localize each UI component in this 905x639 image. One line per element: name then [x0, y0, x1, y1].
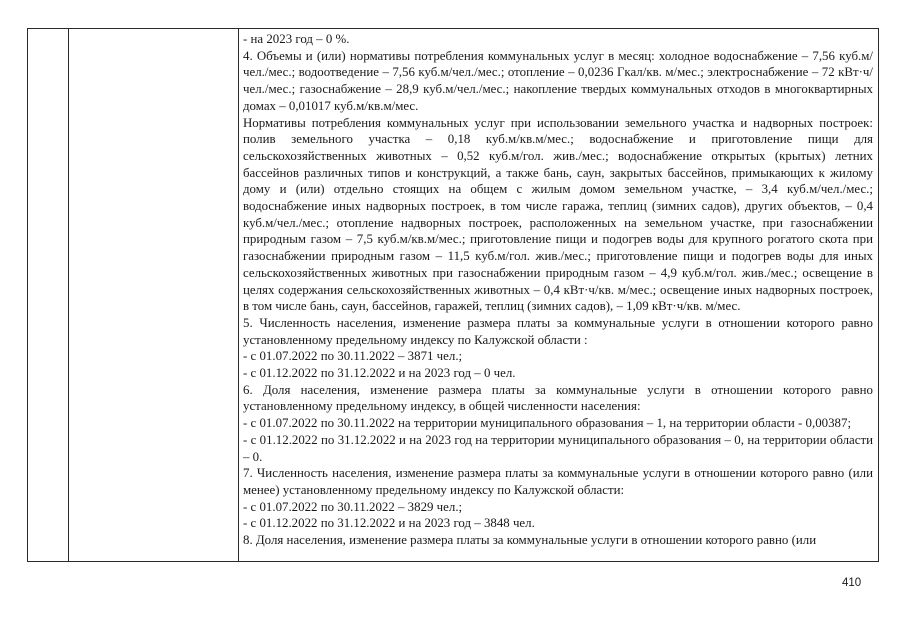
paragraph-consumption-norms: 4. Объемы и (или) нормативы потребления коммунальных услуг в месяц: холодное водоснабжение – 7,56 куб.м/чел./мес.; водоотведение – 7,56 куб.м/чел./мес.; отопление – 0,0236 Гкал/кв. м/мес.; электроснабжение – 72 кВт·ч/чел./мес.; газоснабжение – 28,9 куб.м/чел./мес.; накопление твердых коммунальных отходов в многоквартирных домах – 0,01017 куб.м/кв.м/мес. [243, 48, 873, 113]
paragraph-share-equal-or-less: 8. Доля населения, изменение размера платы за коммунальные услуги в отношении которого равно (или [243, 533, 817, 548]
column-divider-2 [238, 29, 239, 561]
column-divider-1 [68, 29, 69, 561]
paragraph-population-equal-or-less: 7. Численность населения, изменение размера платы за коммунальные услуги в отношении которого равно (или менее) установленному предельному индексу по Калужской области: [243, 466, 873, 497]
paragraph-period-2-count: - с 01.12.2022 по 31.12.2022 и на 2023 год – 0 чел. [243, 366, 516, 381]
paragraph-share-period-1: - с 01.07.2022 по 30.11.2022 на территории муниципального образования – 1, на территории области - 0,00387; [243, 416, 852, 431]
paragraph-share-period-2: - с 01.12.2022 по 31.12.2022 и на 2023 год на территории муниципального образования – 0, на территории области – 0. [243, 432, 873, 464]
paragraph-land-plot-norms: Нормативы потребления коммунальных услуг при использовании земельного участка и надворных построек: полив земельного участка – 0,18 куб.м/кв.м/мес.; водоснабжение и приготовление пищи для сельскохозяйственных животных – 0,52 куб.м/гол. жив./мес.; водоснабжение открытых (крытых) летних бассейнов различных типов и конструкций, а также бань, саун, закрытых бассейнов, примыкающих к жилому дому и (или) отдельно стоящих на общем с жилым домом земельном участке, – 3,4 куб.м/чел./мес.; водоснабжение иных надворных построек, в том числе гаража, теплиц (зимних садов), других объектов, – 0,4 куб.м/чел./мес.; отопление надворных построек, расположенных на земельном участке, при газоснабжении природным газом – 7,5 куб.м/кв.м/мес.; приготовление пищи и подогрев воды для крупного рогатого скота при газоснабжении природным газом – 11,5 куб.м/гол. жив./мес.; приготовление пищи и подогрев воды для иных сельскохозяйственных животных при газоснабжении природным газом – 4,9 куб.м/гол. жив./мес.; освещение в целях содержания сельскохозяйственных животных – 0,4 кВт·ч/кв. м/мес.; освещение иных надворных построек, в том числе бань, саун, бассейнов, гаражей, теплиц (зимних садов), – 1,09 кВт·ч/кв. м/мес. [243, 115, 873, 314]
paragraph-population-share: 6. Доля населения, изменение размера платы за коммунальные услуги в отношении которого равно установленному предельному индексу, в общей численности населения: [243, 382, 873, 414]
paragraph-period-2-count-2: - с 01.12.2022 по 31.12.2022 и на 2023 год – 3848 чел. [243, 516, 535, 531]
paragraph-period-1-count: - с 01.07.2022 по 30.11.2022 – 3871 чел.; [243, 349, 463, 364]
table-text-cell [243, 31, 873, 561]
paragraph-population-equal-index: 5. Численность населения, изменение размера платы за коммунальные услуги в отношении которого равно установленному предельному индексу по Калужской области : [243, 315, 873, 347]
paragraph-period-1-count-2: - с 01.07.2022 по 30.11.2022 – 3829 чел.; [243, 499, 463, 514]
paragraph-tariff-2023: - на 2023 год – 0 %. [243, 32, 350, 46]
document-table [27, 28, 879, 562]
page-number: 410 [842, 577, 862, 589]
